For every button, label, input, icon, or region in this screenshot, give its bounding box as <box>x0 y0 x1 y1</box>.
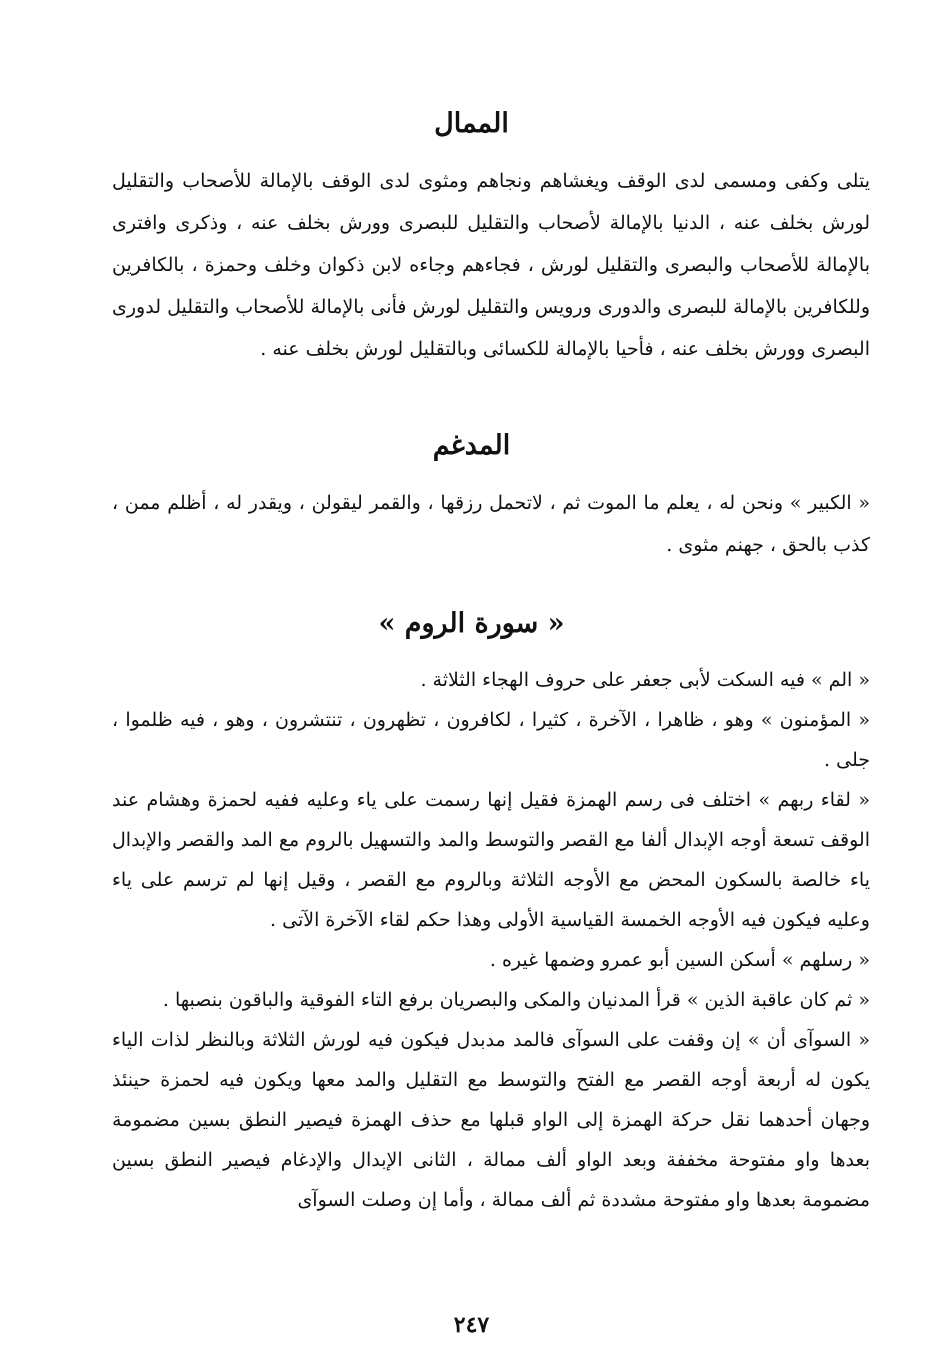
mudgham-paragraph <box>112 482 870 566</box>
mumal-text: يتلى وكفى ومسمى لدى الوقف ويغشاهم ونجاهم ومثوى لدى الوقف بالإمالة للأصحاب والتقليل لورش بخلف عنه ، الدنيا بالإمالة لأصحاب والتقليل للبصرى وورش بخلف عنه ، وذكرى وافترى بالإمالة للأصحاب والبصرى والتقليل لورش ، فجاءهم وجاءه لابن ذكوان وخلف وحمزة ، بالكافرين وللكافرين بالإمالة للبصرى والدورى ورويس والتقليل لورش فأنى بالإمالة للأصحاب والتقليل لدورى البصرى وورش بخلف عنه ، فأحيا بالإمالة للكسائى وبالتقليل لورش بخلف عنه . <box>112 170 870 360</box>
surah-body <box>112 660 870 1220</box>
mudgham-text: « الكبير » ونحن له ، يعلم ما الموت ثم ، لاتحمل رزقها ، والقمر ليقولن ، ويقدر له ، أظلم ممن ، كذب بالحق ، جهنم مثوى . <box>112 492 870 556</box>
surah-paragraph: « المؤمنون » وهو ، ظاهرا ، الآخرة ، كثيرا ، لكافرون ، تظهرون ، تنتشرون ، وهو ، فيه ظلموا ، جلى . <box>112 709 870 771</box>
mumal-paragraph <box>112 160 870 370</box>
page-number: ٢٤٧ <box>453 1312 490 1338</box>
section-title-mumal: الممال <box>434 108 509 139</box>
surah-paragraph: « رسلهم » أسكن السين أبو عمرو وضمها غيره . <box>489 949 870 971</box>
section-title-surah: « سورة الروم » <box>378 608 565 639</box>
surah-paragraph: « ثم كان عاقبة الذين » قرأ المدنيان والمكى والبصريان برفع التاء الفوقية والباقون بنصبها . <box>162 989 870 1011</box>
surah-paragraph: « الم » فيه السكت لأبى جعفر على حروف الهجاء الثلاثة . <box>420 669 870 691</box>
surah-paragraph: « لقاء ربهم » اختلف فى رسم الهمزة فقيل إنها رسمت على ياء وعليه ففيه لحمزة وهشام عند الوقف تسعة أوجه الإبدال ألفا مع القصر والتوسط والمد والتسهيل بالروم مع المد والقصر والإبدال ياء خالصة بالسكون المحض مع الأوجه الثلاثة وبالروم مع القصر ، وقيل إنها لم ترسم على ياء وعليه فيكون فيه الأوجه الخمسة القياسية الأولى وهذا حكم لقاء الآخرة الآتى . <box>112 789 870 931</box>
section-title-mudgham: المدغم <box>432 430 511 461</box>
surah-paragraph: « السوآى أن » إن وقفت على السوآى فالمد مدبدل فيكون فيه لورش الثلاثة وبالنظر لذات الياء يكون له أربعة أوجه القصر مع الفتح والتوسط مع التقليل والمد معها ويكون فيه لحمزة حينئذ وجهان أحدهما نقل حركة الهمزة إلى الواو قبلها مع حذف الهمزة فيصير النطق بسين مضمومة بعدها واو مفتوحة مخففة وبعد الواو ألف ممالة ، الثانى الإبدال والإدغام فيصير النطق بسين مضمومة بعدها واو مفتوحة مشددة ثم ألف ممالة ، وأما إن وصلت السوآى <box>112 1029 870 1211</box>
